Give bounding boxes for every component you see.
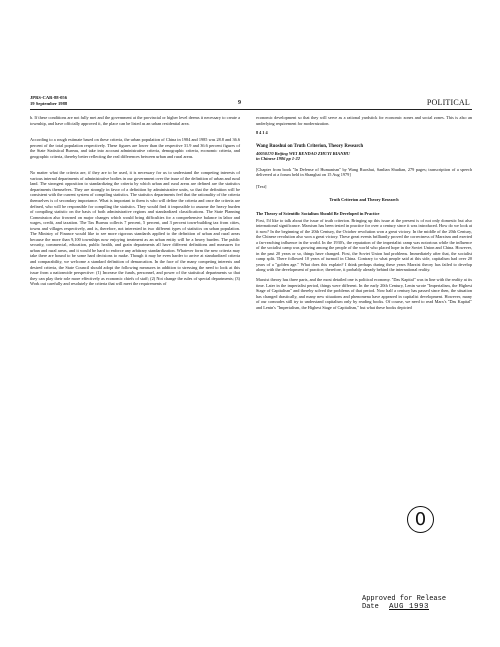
article-paragraph: Marxist theory has three parts, and the most detailed one is political economy. "Das Kapital" was in line with the reality at its time. Later in the imperialist period, things were different. In the early 20th Century, Lenin wrote "Imperialism, the Highest Stage of Capitalism" and thereby solved the problems of that period. Now half a century has passed since then, the situation has changed drastically, and many new situations and phenomena have appeared in capitalist development. However, many of our comrades still try to understand capitalism only by reading books. Of course, we need to read Marx's "Das Kapital" and Lenin's "Imperialism, the Highest Stage of Capitalism," but what these books depicted: [256, 277, 472, 310]
release-stamp-date-row: [362, 603, 446, 611]
left-column: [30, 115, 240, 291]
left-paragraph: According to a rough estimate based on these criteria, the urban population of China in 1984 and 1985 was 28.8 and 36.6 percent of the total population respectively. These figures are lower than the respective 31.9 and 36.6 percent figures of the State Statistical Bureau, and take into account administrative criteria, demographic criteria, economic criteria, and geographic criteria, thereby better reflecting the real differences between urban and rural areas.: [30, 137, 240, 159]
editorial-note: [Chapter from book "In Defense of Humanism" by Wang Ruoshui, Sanlian Shudian, 279 pages; transcription of a speech delivered at a forum held in Shanghai on 15 Aug 1979]: [256, 166, 472, 178]
circled-page-marker: 0: [407, 506, 434, 533]
article-paragraph: First, I'd like to talk about the issue of truth criterion. Bringing up this issue at the present is of not only domestic but also international significance. Marxism has been tested in practice for over a century since it was introduced. How do we look at it now? In the beginning of the 20th Century, the October revolution won a great victory. In the middle of the 20th Century, the Chinese revolution also won a great victory. These great events brilliantly proved the correctness of Marxism and exerted a far-reaching influence in the world. In the 1930's, the reputation of the imperialist camp was notorious while the influence of the socialist camp was growing among the people of the world who placed hope in the Soviet Union and China. However, in the past 20 years or so, things have changed. First, the Soviet Union had problems. Immediately after that, the socialist camp split. There followed 10 years of turmoil in China. Contrary to what people said at this side, capitalism had over 20 years of a "golden age." What does this explain? I think perhaps during these years Marxist theory has failed to develop along with the development of practice; therefore, it probably already behind the international reality.: [256, 217, 472, 273]
article-headline: Wang Ruoshui on Truth Criterion, Theory Research: [256, 143, 364, 149]
paragraph-gap: [30, 163, 240, 170]
continuation-paragraph: economic development so that they will serve as a rational yardstick for economic zones and social zones. This is also an underlying requirement for modernization.: [256, 115, 472, 126]
article-end-number: 8414: [256, 130, 269, 136]
article-source-line: 40050170 Beijing WEI RENDAO ZHUYI BIANHU: [256, 150, 350, 156]
right-column: [256, 115, 472, 314]
paragraph-gap: [30, 130, 240, 137]
article-source-line: in Chinese 1986 pp 1-22: [256, 156, 300, 162]
release-stamp: [362, 595, 446, 611]
left-paragraph: No matter what the criteria are, if they are to be used, it is necessary for us to understand the competing interests of various internal departments of administrative bodies in our government over the issue of the definition of urban and rural land. The strongest opposition to standardizing the criteria by which urban and rural areas are defined are the statistics departments themselves. They are strongly in favor of a definition by administrative units, so that the definition will be consistent with the current system of compiling statistics. The statistics departments feel that the rationality of the criteria themselves is of secondary importance. What is important to them is who will define the criteria and once the criteria are defined, who will be responsible for compiling the statistics. They would find it impossible to assume the heavy burden of compiling statistic on the basis of both administrative regions and standardized classifications. The State Planning Commission also frowned on major changes which would bring difficulties for a comprehensive balance in labor and wages, credit, and taxation. The Tax Bureau collects 7 percent, 5 percent, and 3 percent town-building tax from cities, towns and villages respectively, and is, therefore, not interested in two different types of statistics on urban population. The Ministry of Finance would like to see more rigorous standards applied to the definition of urban and rural areas because the more than 9,100 townships now enjoying treatment as an urban entity will be a heavy burden. The public security, commercial, education, public health, and grain departments all have different definitions and measures for urban and rural areas, and it would be hard to enforce any arbitrary standardization. Whatever form the new criteria may take there are bound to be some hard decisions to make. Though it may be even harder to arrive at standardized criteria and comparability, we welcome a standard definition of demarcation. In the face of the many competing interests and desired criteria, the State Council should adopt the following measures in addition to stressing the need to look at this issue from a nationwide perspective: (1) Increase the funds, personnel, and power of the statistical departments so that they can play their role more effectively as economic chiefs of staff; (2) Not change the rules of special departments; (3) Work out carefully and resolutely the criteria that will meet the requirements of: [30, 170, 240, 287]
document-header-left: [30, 95, 67, 107]
document-id: JPRS-CAR-88-056: [30, 95, 68, 100]
page-number: 9: [238, 100, 241, 106]
article-subheading: The Theory of Scientific Socialism Should Be Developed in Practice: [256, 211, 380, 217]
release-date-label: Date: [362, 603, 379, 611]
article-source: [256, 151, 472, 162]
document-date: 19 September 1988: [30, 101, 68, 106]
release-stamp-title: Approved for Release: [362, 595, 447, 603]
text-label: [Text]: [256, 183, 267, 189]
release-date-value: AUG 1993: [389, 603, 430, 611]
left-paragraph: b. If these conditions are not fully met and the government at the provincial or higher level deems it necessary to create a township, and have officially approved it, the place can be listed as an urban residential area.: [30, 115, 240, 126]
header-rule: [30, 109, 472, 110]
section-title: POLITICAL: [426, 98, 470, 107]
article-title: Truth Criterion and Theory Research: [329, 197, 399, 203]
